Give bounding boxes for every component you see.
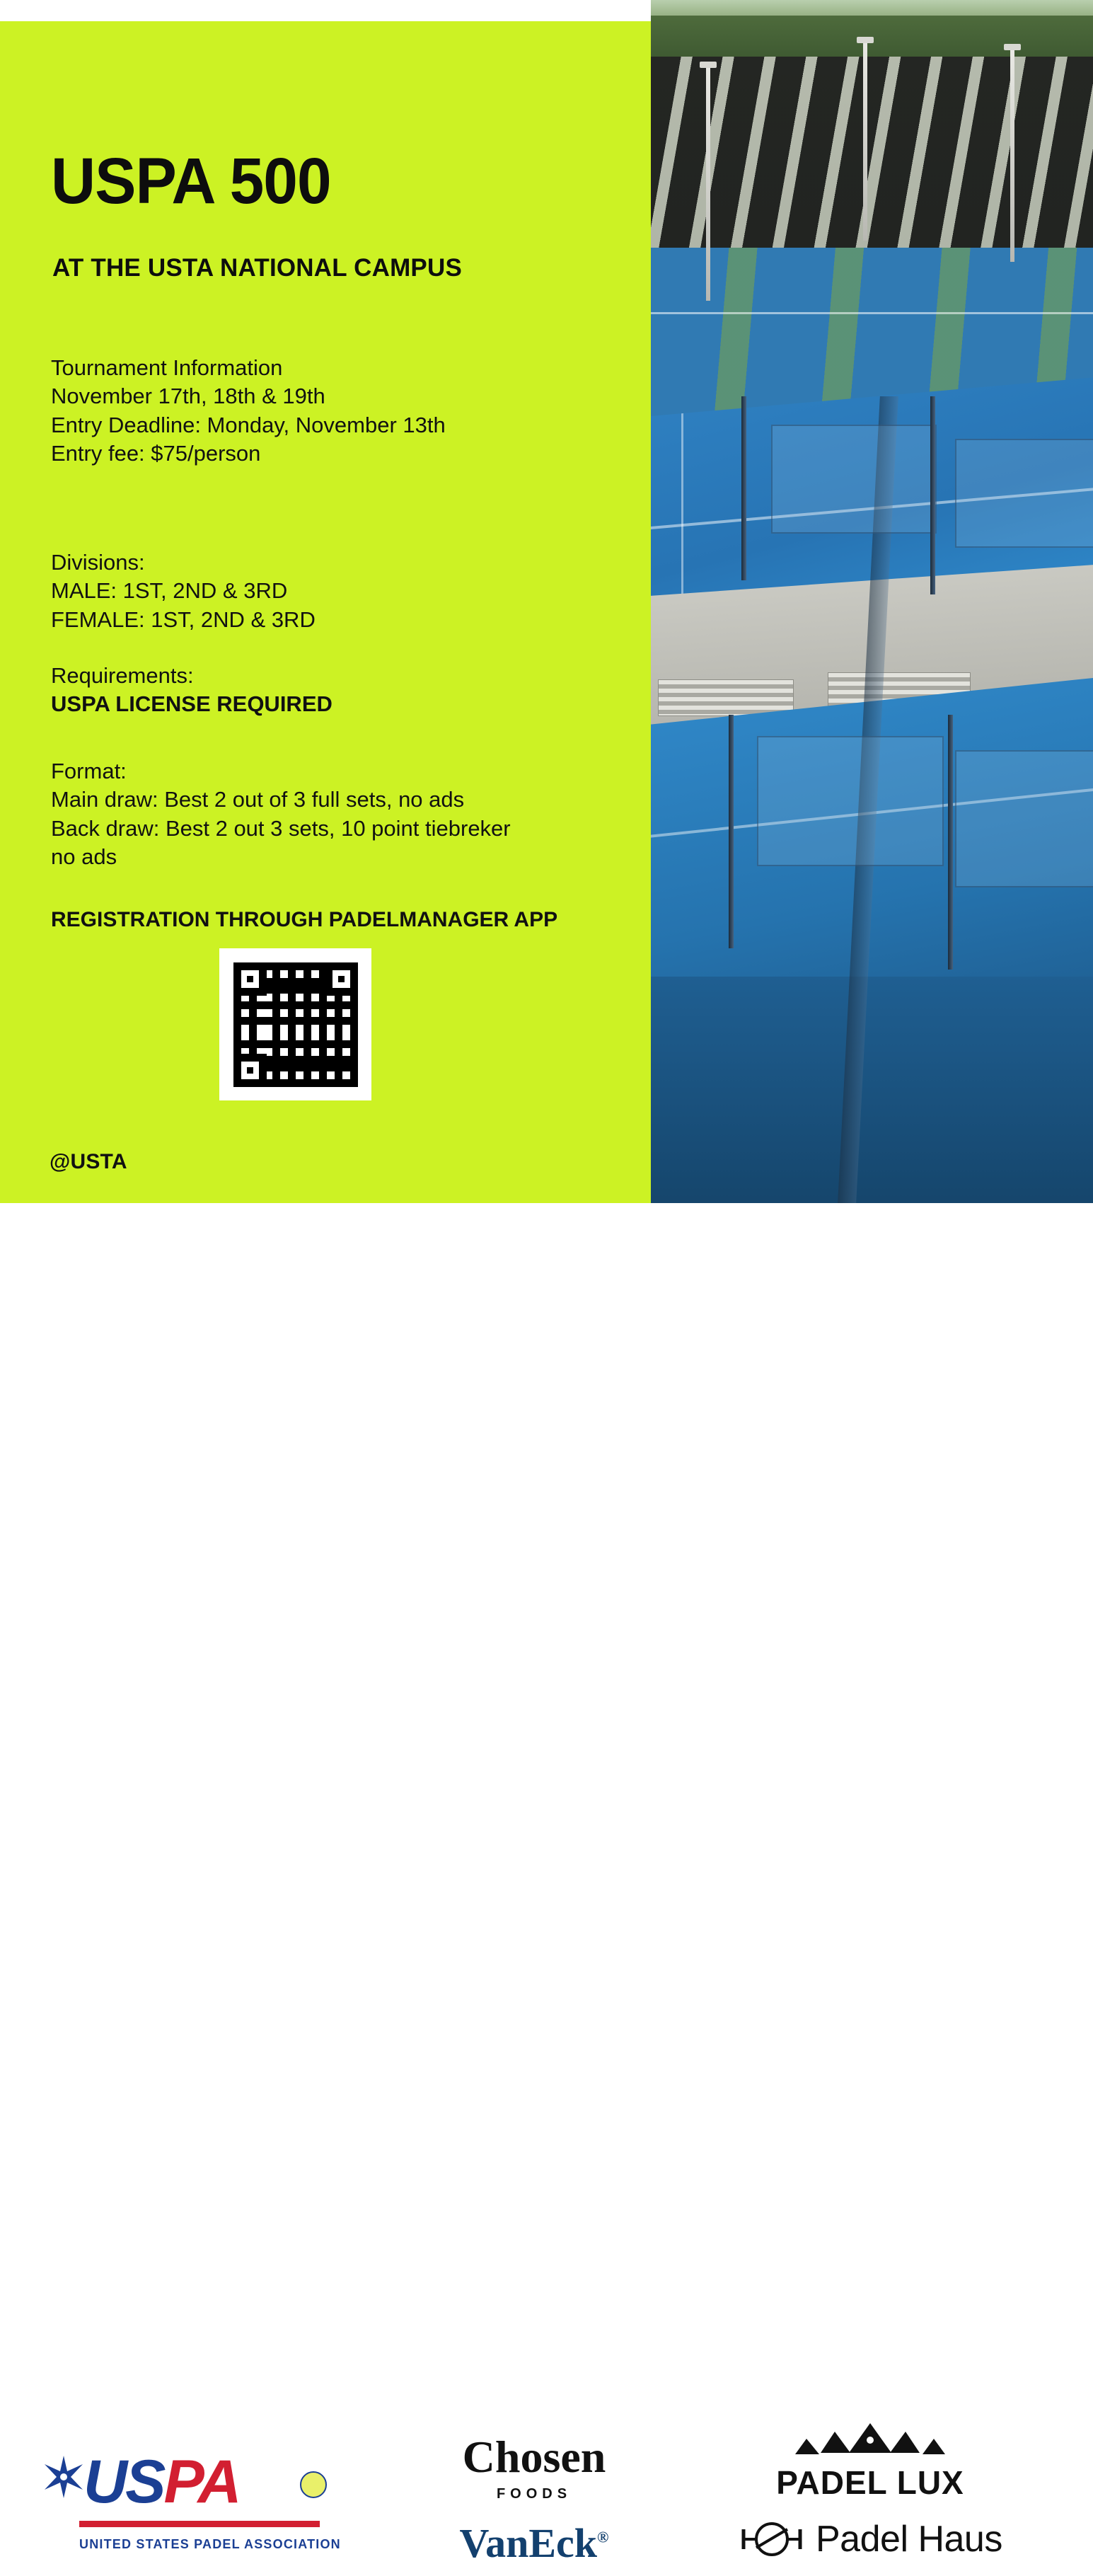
page-subtitle: AT THE USTA NATIONAL CAMPUS — [52, 254, 462, 282]
photo-glass-panel-3 — [757, 736, 944, 866]
uspa-logo — [42, 2434, 354, 2576]
photo-court-bottom — [651, 977, 1093, 1203]
qr-finder-bottom-left — [233, 1054, 267, 1087]
tournament-information-block — [51, 354, 446, 468]
photo-post-2 — [930, 396, 935, 594]
registration-note: REGISTRATION THROUGH PADELMANAGER APP — [51, 908, 558, 931]
vaneck-wordmark-text: VanEck — [459, 2520, 598, 2566]
photo-glass-panel-4 — [955, 750, 1093, 887]
photo-glass-panel-1 — [771, 425, 937, 534]
crown-icon — [792, 2422, 948, 2459]
info-fee: Entry fee: $75/person — [51, 440, 261, 466]
photo-bleachers-left — [658, 679, 794, 716]
requirements-heading: Requirements: — [51, 663, 194, 688]
padel-lux-logo — [764, 2422, 976, 2502]
photo-post-5 — [948, 715, 953, 970]
uspa-wordmark — [83, 2447, 240, 2517]
divisions-male: MALE: 1ST, 2ND & 3RD — [51, 578, 288, 604]
divisions-heading: Divisions: — [51, 550, 145, 575]
tennis-ball-icon — [300, 2471, 327, 2498]
padel-courts-photo — [651, 0, 1093, 1203]
photo-light-pole-1 — [706, 67, 710, 301]
padel-haus-logo — [739, 2518, 1022, 2560]
format-back-draw-cont: no ads — [51, 844, 117, 869]
qr-code-image — [233, 962, 358, 1087]
vaneck-logo — [428, 2519, 640, 2567]
photo-post-4 — [729, 715, 734, 948]
info-deadline: Entry Deadline: Monday, November 13th — [51, 412, 446, 437]
uspa-wordmark-us: US — [83, 2448, 164, 2516]
vaneck-registered-mark: ® — [597, 2528, 609, 2546]
chosen-foods-logo — [432, 2431, 637, 2502]
qr-finder-top-left — [233, 962, 267, 996]
uspa-full-name: UNITED STATES PADEL ASSOCIATION — [79, 2537, 341, 2551]
padel-lux-wordmark: PADEL LUX — [776, 2464, 964, 2501]
format-back-draw: Back draw: Best 2 out 3 sets, 10 point tiebreker — [51, 815, 511, 841]
info-dates: November 17th, 18th & 19th — [51, 384, 325, 409]
qr-finder-top-right — [325, 962, 358, 996]
uspa-underline — [79, 2521, 320, 2527]
format-heading: Format: — [51, 759, 127, 783]
photo-light-pole-3 — [1010, 50, 1014, 262]
top-white-strip — [0, 0, 651, 21]
vaneck-wordmark — [428, 2519, 640, 2567]
info-heading: Tournament Information — [51, 355, 283, 380]
photo-post-1 — [741, 396, 746, 580]
starburst-icon — [42, 2456, 85, 2498]
photo-light-pole-2 — [863, 42, 867, 241]
sponsor-band — [0, 1203, 1093, 2566]
social-handle: @USTA — [50, 1150, 127, 1173]
format-main-draw: Main draw: Best 2 out of 3 full sets, no ads — [51, 787, 465, 812]
photo-upper-court-complex — [651, 57, 1093, 269]
uspa-wordmark-pa: PA — [163, 2448, 240, 2516]
chosen-subtext: FOODS — [496, 2486, 572, 2502]
divisions-block — [51, 548, 316, 634]
qr-code[interactable] — [219, 948, 371, 1100]
page-title: USPA 500 — [51, 144, 331, 217]
padel-haus-mark-icon — [739, 2519, 804, 2559]
requirements-line: USPA LICENSE REQUIRED — [51, 691, 332, 717]
chosen-wordmark: Chosen — [462, 2432, 606, 2482]
padel-haus-wordmark: Padel Haus — [816, 2519, 1002, 2560]
divisions-female: FEMALE: 1ST, 2ND & 3RD — [51, 606, 316, 632]
format-block — [51, 757, 511, 871]
requirements-block — [51, 662, 332, 719]
photo-glass-panel-2 — [955, 439, 1093, 548]
